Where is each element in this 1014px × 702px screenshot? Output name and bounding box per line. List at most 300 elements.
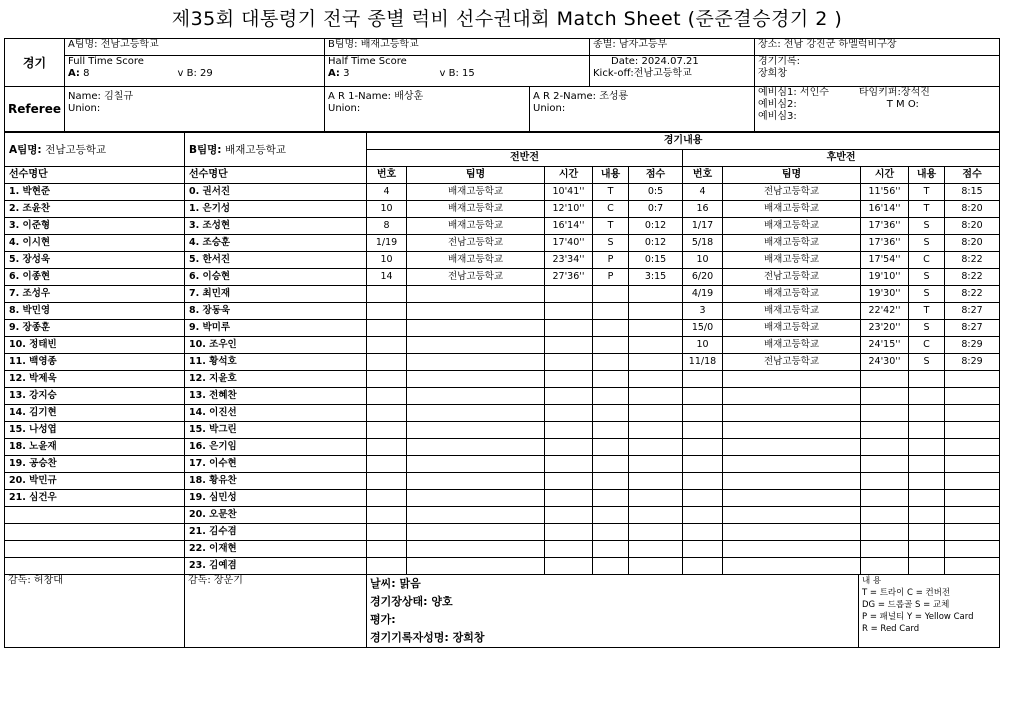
- event-type: [909, 439, 945, 456]
- event-team: [407, 286, 545, 303]
- event-num: 16: [683, 201, 723, 218]
- player-a: 1. 박현준: [5, 184, 185, 201]
- event-num: 10: [367, 201, 407, 218]
- event-score: [629, 507, 683, 524]
- event-type: P: [593, 252, 629, 269]
- event-team: 배재고등학교: [723, 320, 861, 337]
- event-team: [723, 456, 861, 473]
- event-type: T: [909, 303, 945, 320]
- event-type: [593, 473, 629, 490]
- event-time: [545, 371, 593, 388]
- event-type: T: [593, 218, 629, 235]
- event-num: [683, 541, 723, 558]
- event-type: [593, 371, 629, 388]
- table-row: [5, 558, 1000, 575]
- player-b: 22. 이재현: [185, 541, 367, 558]
- player-b: 10. 조우인: [185, 337, 367, 354]
- event-type: [593, 541, 629, 558]
- first-half-header: 전반전: [367, 150, 683, 167]
- half-time-score: Half Time Score A: 3 v B: 15: [325, 56, 590, 87]
- event-score: [629, 337, 683, 354]
- player-a: 9. 장종훈: [5, 320, 185, 337]
- table-row: [5, 507, 1000, 524]
- event-score: [629, 558, 683, 575]
- player-a: 3. 이준형: [5, 218, 185, 235]
- event-num: 3: [683, 303, 723, 320]
- roster-a-header: 선수명단: [5, 167, 185, 184]
- event-score: 8:22: [945, 286, 1000, 303]
- player-b: 4. 조승훈: [185, 235, 367, 252]
- event-type: S: [909, 320, 945, 337]
- event-time: [545, 405, 593, 422]
- event-team: [723, 490, 861, 507]
- event-num: [683, 507, 723, 524]
- player-a: 21. 심건우: [5, 490, 185, 507]
- event-num: [367, 286, 407, 303]
- event-team: 배재고등학교: [723, 286, 861, 303]
- event-team: 전남고등학교: [723, 184, 861, 201]
- event-time: 16'14'': [861, 201, 909, 218]
- player-b: 13. 전혜찬: [185, 388, 367, 405]
- event-num: 5/18: [683, 235, 723, 252]
- event-score: 8:20: [945, 218, 1000, 235]
- event-time: [545, 422, 593, 439]
- player-b: 11. 황석호: [185, 354, 367, 371]
- table-row: [5, 473, 1000, 490]
- event-type: [593, 524, 629, 541]
- venue-cell: 장소: 전남 강진군 하멜럭비구장: [755, 39, 1000, 56]
- event-type: [909, 405, 945, 422]
- coach-a: 허창대: [33, 575, 63, 586]
- event-team: 배재고등학교: [723, 252, 861, 269]
- player-a: [5, 558, 185, 575]
- event-score: [945, 388, 1000, 405]
- table-row: [5, 354, 1000, 371]
- event-time: [545, 456, 593, 473]
- event-team: [723, 507, 861, 524]
- event-time: 17'36'': [861, 218, 909, 235]
- event-score: [629, 320, 683, 337]
- event-time: [861, 524, 909, 541]
- table-row: [5, 252, 1000, 269]
- col-time: 시간: [861, 167, 909, 184]
- match-table: [4, 131, 1000, 575]
- event-num: [367, 507, 407, 524]
- event-score: [629, 541, 683, 558]
- event-type: S: [909, 269, 945, 286]
- player-b: 0. 권서진: [185, 184, 367, 201]
- event-team: [723, 558, 861, 575]
- game-label: 경기: [5, 39, 65, 87]
- event-time: 17'40'': [545, 235, 593, 252]
- event-type: [593, 405, 629, 422]
- event-score: 8:22: [945, 252, 1000, 269]
- event-num: 10: [683, 337, 723, 354]
- event-num: [683, 524, 723, 541]
- event-time: 16'14'': [545, 218, 593, 235]
- player-b: 17. 이수현: [185, 456, 367, 473]
- event-num: [367, 320, 407, 337]
- event-time: [861, 456, 909, 473]
- event-team: [407, 371, 545, 388]
- event-num: 4: [367, 184, 407, 201]
- event-num: [367, 558, 407, 575]
- event-num: 15/0: [683, 320, 723, 337]
- event-score: [629, 371, 683, 388]
- table-row: [5, 303, 1000, 320]
- event-team: [407, 422, 545, 439]
- event-score: 0:12: [629, 218, 683, 235]
- event-type: P: [593, 269, 629, 286]
- col-team: 팀명: [407, 167, 545, 184]
- table-row: [5, 337, 1000, 354]
- event-score: [945, 524, 1000, 541]
- event-team: 배재고등학교: [407, 201, 545, 218]
- event-score: [945, 371, 1000, 388]
- player-a: 6. 이종현: [5, 269, 185, 286]
- event-score: 0:15: [629, 252, 683, 269]
- event-type: T: [593, 184, 629, 201]
- event-num: 10: [683, 252, 723, 269]
- event-score: 8:27: [945, 303, 1000, 320]
- player-b: 18. 황유찬: [185, 473, 367, 490]
- event-type: [593, 558, 629, 575]
- event-team: [407, 388, 545, 405]
- legend-line: DG = 드롭골 S = 교체: [862, 600, 950, 610]
- event-team: [407, 558, 545, 575]
- ar2-cell: A R 2-Name: 조성룡 Union:: [530, 87, 755, 132]
- event-num: [683, 405, 723, 422]
- second-half-header: 후반전: [683, 150, 1000, 167]
- player-b: 9. 박미루: [185, 320, 367, 337]
- event-type: [909, 473, 945, 490]
- event-time: 17'36'': [861, 235, 909, 252]
- event-time: [861, 490, 909, 507]
- event-type: [909, 541, 945, 558]
- event-type: [909, 558, 945, 575]
- event-num: [683, 456, 723, 473]
- event-type: [593, 456, 629, 473]
- event-num: [367, 388, 407, 405]
- table-row: [5, 422, 1000, 439]
- event-time: 24'30'': [861, 354, 909, 371]
- event-type: [593, 286, 629, 303]
- col-num: 번호: [683, 167, 723, 184]
- player-a: [5, 541, 185, 558]
- event-time: [861, 422, 909, 439]
- event-time: [861, 388, 909, 405]
- event-team: 배재고등학교: [407, 218, 545, 235]
- player-b: 21. 김수겸: [185, 524, 367, 541]
- player-b: 20. 오문찬: [185, 507, 367, 524]
- officials-cell: 예비심1: 서인수 타임키퍼:장석진 예비심2: T M O: 예비심3:: [755, 87, 1000, 132]
- event-type: S: [909, 286, 945, 303]
- event-type: S: [909, 235, 945, 252]
- event-type: [909, 456, 945, 473]
- event-team: 배재고등학교: [407, 184, 545, 201]
- player-a: 11. 백영종: [5, 354, 185, 371]
- event-score: [945, 541, 1000, 558]
- table-row: [5, 541, 1000, 558]
- event-team: 전남고등학교: [723, 269, 861, 286]
- event-type: T: [909, 184, 945, 201]
- event-time: 22'42'': [861, 303, 909, 320]
- event-time: 19'10'': [861, 269, 909, 286]
- event-type: [909, 422, 945, 439]
- roster-b-header: 선수명단: [185, 167, 367, 184]
- event-score: [945, 558, 1000, 575]
- coach-b-cell: 감독: 장운기: [185, 575, 367, 648]
- event-type: [593, 388, 629, 405]
- event-time: [545, 541, 593, 558]
- col-num: 번호: [367, 167, 407, 184]
- event-team: 전남고등학교: [723, 354, 861, 371]
- event-time: [545, 286, 593, 303]
- event-num: [683, 388, 723, 405]
- event-time: [545, 473, 593, 490]
- event-time: [861, 473, 909, 490]
- table-row: [5, 405, 1000, 422]
- event-time: [545, 337, 593, 354]
- col-score: 점수: [629, 167, 683, 184]
- col-time: 시간: [545, 167, 593, 184]
- event-score: 0:7: [629, 201, 683, 218]
- event-team: 배재고등학교: [723, 218, 861, 235]
- event-time: 17'54'': [861, 252, 909, 269]
- info-table: [4, 38, 1000, 132]
- event-num: 10: [367, 252, 407, 269]
- event-score: [629, 490, 683, 507]
- event-time: 11'56'': [861, 184, 909, 201]
- event-type: [909, 371, 945, 388]
- legend-line: T = 트라이 C = 컨버전: [862, 588, 951, 598]
- event-type: [593, 422, 629, 439]
- event-num: [367, 524, 407, 541]
- referee-label: Referee: [5, 87, 65, 132]
- event-score: 0:12: [629, 235, 683, 252]
- player-b: 5. 한서진: [185, 252, 367, 269]
- event-team: [723, 388, 861, 405]
- event-score: [629, 524, 683, 541]
- col-type: 내용: [909, 167, 945, 184]
- event-score: 8:22: [945, 269, 1000, 286]
- event-num: 14: [367, 269, 407, 286]
- team-b-header: B팀명: 배재고등학교: [185, 132, 367, 167]
- event-score: [629, 473, 683, 490]
- coach-a-cell: 감독: 허창대: [5, 575, 185, 648]
- referee-cell: Name: 김칠규 Union:: [65, 87, 325, 132]
- event-score: [629, 405, 683, 422]
- event-team: [407, 320, 545, 337]
- team-a-header: A팀명: 전남고등학교: [5, 132, 185, 167]
- player-b: 12. 지윤호: [185, 371, 367, 388]
- event-num: [367, 354, 407, 371]
- category-cell: 종별: 남자고등부: [590, 39, 755, 56]
- event-time: 19'30'': [861, 286, 909, 303]
- player-a: 5. 장성욱: [5, 252, 185, 269]
- event-team: [407, 456, 545, 473]
- event-type: [593, 507, 629, 524]
- event-num: [683, 422, 723, 439]
- player-b: 1. 은기성: [185, 201, 367, 218]
- event-score: 8:20: [945, 235, 1000, 252]
- event-score: [629, 422, 683, 439]
- player-b: 8. 장동욱: [185, 303, 367, 320]
- event-score: [945, 507, 1000, 524]
- player-a: 7. 조성우: [5, 286, 185, 303]
- event-team: [723, 439, 861, 456]
- event-team: [407, 405, 545, 422]
- event-team: 배재고등학교: [407, 252, 545, 269]
- match-sheet: [4, 38, 999, 675]
- event-time: 27'36'': [545, 269, 593, 286]
- event-team: [407, 303, 545, 320]
- event-time: [545, 558, 593, 575]
- event-time: [861, 507, 909, 524]
- event-score: 8:27: [945, 320, 1000, 337]
- player-a: 10. 정태빈: [5, 337, 185, 354]
- event-type: C: [909, 337, 945, 354]
- ar1-cell: A R 1-Name: 배상훈 Union:: [325, 87, 530, 132]
- event-team: [407, 507, 545, 524]
- player-b: 3. 조성현: [185, 218, 367, 235]
- event-team: [407, 337, 545, 354]
- event-time: [861, 405, 909, 422]
- player-b: 19. 심민성: [185, 490, 367, 507]
- event-team: [407, 524, 545, 541]
- player-b: 14. 이진선: [185, 405, 367, 422]
- event-type: [593, 490, 629, 507]
- event-team: 전남고등학교: [407, 269, 545, 286]
- event-num: [683, 558, 723, 575]
- event-num: 11/18: [683, 354, 723, 371]
- event-num: 1/17: [683, 218, 723, 235]
- event-num: 6/20: [683, 269, 723, 286]
- event-num: 4: [683, 184, 723, 201]
- table-row: [5, 320, 1000, 337]
- event-num: [367, 541, 407, 558]
- event-score: 0:5: [629, 184, 683, 201]
- event-score: [629, 439, 683, 456]
- event-score: [629, 354, 683, 371]
- table-row: [5, 524, 1000, 541]
- event-team: [407, 354, 545, 371]
- event-team: [723, 405, 861, 422]
- event-num: 4/19: [683, 286, 723, 303]
- event-team: [723, 422, 861, 439]
- player-a: 13. 강지승: [5, 388, 185, 405]
- legend-cell: 내 용 T = 트라이 C = 컨버전 DG = 드롭골 S = 교체 P = 패널티 Y = Yellow Card R = Red Card: [859, 575, 1000, 648]
- event-time: [545, 524, 593, 541]
- player-a: 8. 박민영: [5, 303, 185, 320]
- legend-line: R = Red Card: [862, 624, 920, 634]
- event-score: [629, 388, 683, 405]
- event-team: [407, 439, 545, 456]
- event-score: 3:15: [629, 269, 683, 286]
- event-time: [861, 541, 909, 558]
- event-type: S: [593, 235, 629, 252]
- event-score: [945, 439, 1000, 456]
- footer-table: [4, 574, 1000, 648]
- event-type: [593, 320, 629, 337]
- event-team: [407, 490, 545, 507]
- table-row: [5, 371, 1000, 388]
- event-team: 배재고등학교: [723, 337, 861, 354]
- event-type: [593, 303, 629, 320]
- player-a: 15. 나성엽: [5, 422, 185, 439]
- event-type: C: [909, 252, 945, 269]
- event-num: [367, 473, 407, 490]
- event-num: [367, 337, 407, 354]
- table-row: [5, 218, 1000, 235]
- event-time: 23'20'': [861, 320, 909, 337]
- player-a: 14. 김기현: [5, 405, 185, 422]
- event-score: [945, 456, 1000, 473]
- legend-line: P = 패널티 Y = Yellow Card: [862, 612, 974, 622]
- player-a: 18. 노윤재: [5, 439, 185, 456]
- col-score: 점수: [945, 167, 1000, 184]
- player-b: 23. 김예겸: [185, 558, 367, 575]
- event-num: [683, 473, 723, 490]
- event-num: [367, 371, 407, 388]
- table-row: [5, 439, 1000, 456]
- event-time: [545, 303, 593, 320]
- event-time: [545, 490, 593, 507]
- event-type: T: [909, 201, 945, 218]
- event-time: 10'41'': [545, 184, 593, 201]
- coach-b: 장운기: [213, 575, 243, 586]
- player-a: 19. 공승찬: [5, 456, 185, 473]
- event-type: [593, 337, 629, 354]
- event-type: [909, 388, 945, 405]
- event-score: [945, 405, 1000, 422]
- event-time: 12'10'': [545, 201, 593, 218]
- event-type: [909, 490, 945, 507]
- table-row: [5, 201, 1000, 218]
- full-time-score: Full Time Score A: 8 v B: 29: [65, 56, 325, 87]
- event-score: 8:29: [945, 337, 1000, 354]
- event-team: [723, 371, 861, 388]
- event-type: S: [909, 354, 945, 371]
- event-num: [367, 422, 407, 439]
- event-time: [545, 439, 593, 456]
- player-a: 12. 박제욱: [5, 371, 185, 388]
- player-b: 6. 이승현: [185, 269, 367, 286]
- event-type: [593, 439, 629, 456]
- event-score: 8:29: [945, 354, 1000, 371]
- event-num: [367, 490, 407, 507]
- event-num: 1/19: [367, 235, 407, 252]
- event-time: 24'15'': [861, 337, 909, 354]
- team-b-cell: B팀명: 배재고등학교: [325, 39, 590, 56]
- event-score: [629, 286, 683, 303]
- event-team: [723, 473, 861, 490]
- event-score: [629, 303, 683, 320]
- event-time: [545, 507, 593, 524]
- event-num: [683, 371, 723, 388]
- event-time: [545, 354, 593, 371]
- table-row: [5, 456, 1000, 473]
- player-b: 16. 은기임: [185, 439, 367, 456]
- event-type: C: [593, 201, 629, 218]
- event-team: [723, 524, 861, 541]
- event-time: [545, 320, 593, 337]
- event-team: [407, 473, 545, 490]
- record-cell: 경기기록: 장희창: [755, 56, 1000, 87]
- player-a: 20. 박민규: [5, 473, 185, 490]
- event-score: 8:20: [945, 201, 1000, 218]
- player-b: 15. 박그린: [185, 422, 367, 439]
